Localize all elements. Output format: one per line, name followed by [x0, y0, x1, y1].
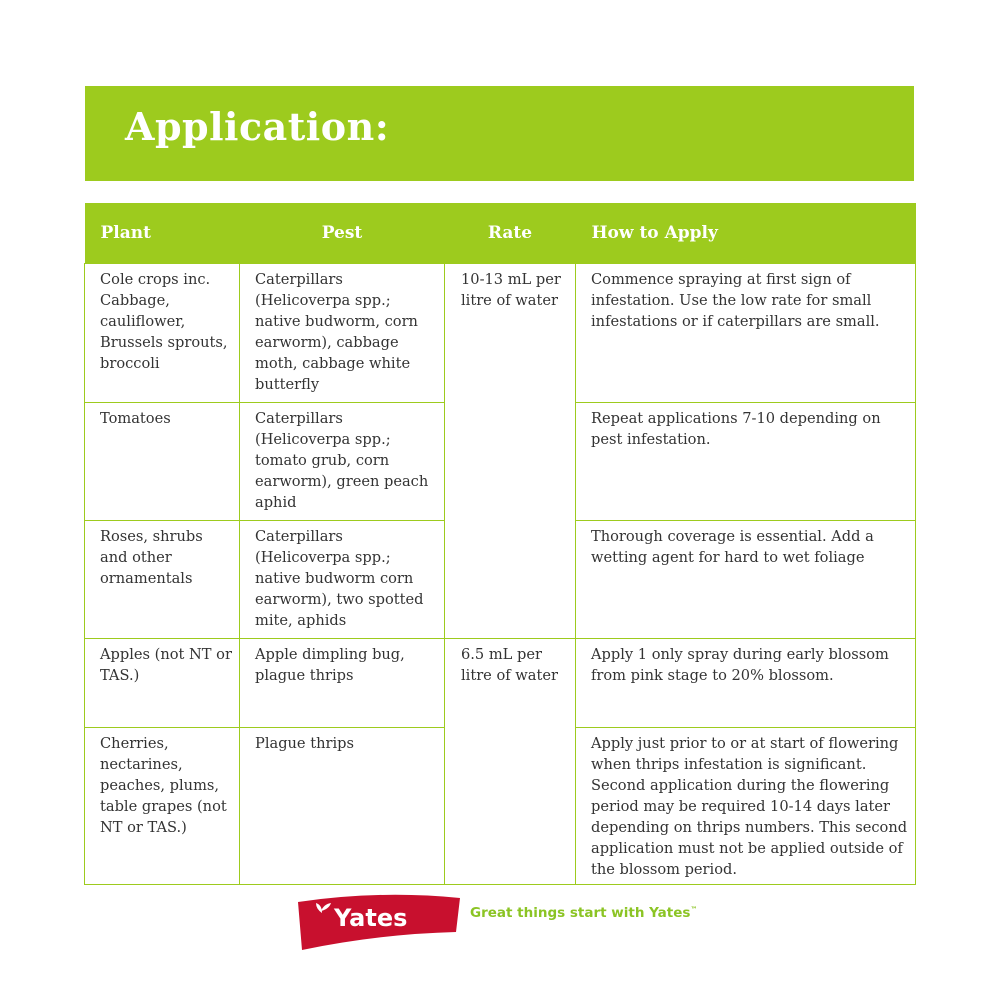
header-pest: Pest [240, 203, 445, 264]
table-row [85, 639, 916, 728]
header-plant: Plant [85, 203, 240, 264]
trademark-symbol: ™ [690, 905, 698, 914]
cell-how-to-apply: Repeat applications 7-10 depending on pest infestation. [576, 403, 916, 521]
cell-pest: Caterpillars (Helicoverpa spp.; tomato grub, corn earworm), green peach aphid [240, 403, 445, 521]
cell-plant: Cherries, nectarines, peaches, plums, table grapes (not NT or TAS.) [85, 728, 240, 885]
table-row [85, 264, 916, 403]
cell-plant: Apples (not NT or TAS.) [85, 639, 240, 728]
header-how-to-apply: How to Apply [576, 203, 916, 264]
header-rate: Rate [445, 203, 576, 264]
cell-rate: 6.5 mL per litre of water [445, 639, 576, 885]
tagline-text: Great things start with Yates [470, 905, 691, 921]
cell-how-to-apply: Apply 1 only spray during early blossom from pink stage to 20% blossom. [576, 639, 916, 728]
cell-plant: Roses, shrubs and other ornamentals [85, 521, 240, 639]
cell-rate: 10-13 mL per litre of water [445, 264, 576, 639]
application-table [84, 203, 916, 885]
cell-pest: Caterpillars (Helicoverpa spp.; native budworm corn earworm), two spotted mite, aphids [240, 521, 445, 639]
logo-brand-text: Yates [334, 904, 408, 932]
cell-plant: Tomatoes [85, 403, 240, 521]
tagline [470, 905, 697, 921]
page-title: Application: [125, 104, 390, 149]
cell-pest: Apple dimpling bug, plague thrips [240, 639, 445, 728]
cell-how-to-apply: Commence spraying at first sign of infestation. Use the low rate for small infestations or if caterpillars are small. [576, 264, 916, 403]
application-banner [85, 86, 914, 181]
cell-how-to-apply: Apply just prior to or at start of flowering when thrips infestation is significant. Second application during the flowering period may be required 10-14 days later depending on thrips numbers. This second application must not be applied outside of the blossom period. [576, 728, 916, 885]
footer-branding [294, 892, 714, 952]
yates-logo [294, 892, 464, 952]
cell-pest: Plague thrips [240, 728, 445, 885]
cell-pest: Caterpillars (Helicoverpa spp.; native budworm, corn earworm), cabbage moth, cabbage white butterfly [240, 264, 445, 403]
cell-how-to-apply: Thorough coverage is essential. Add a wetting agent for hard to wet foliage [576, 521, 916, 639]
table-header-row [85, 203, 916, 264]
cell-plant: Cole crops inc. Cabbage, cauliflower, Brussels sprouts, broccoli [85, 264, 240, 403]
